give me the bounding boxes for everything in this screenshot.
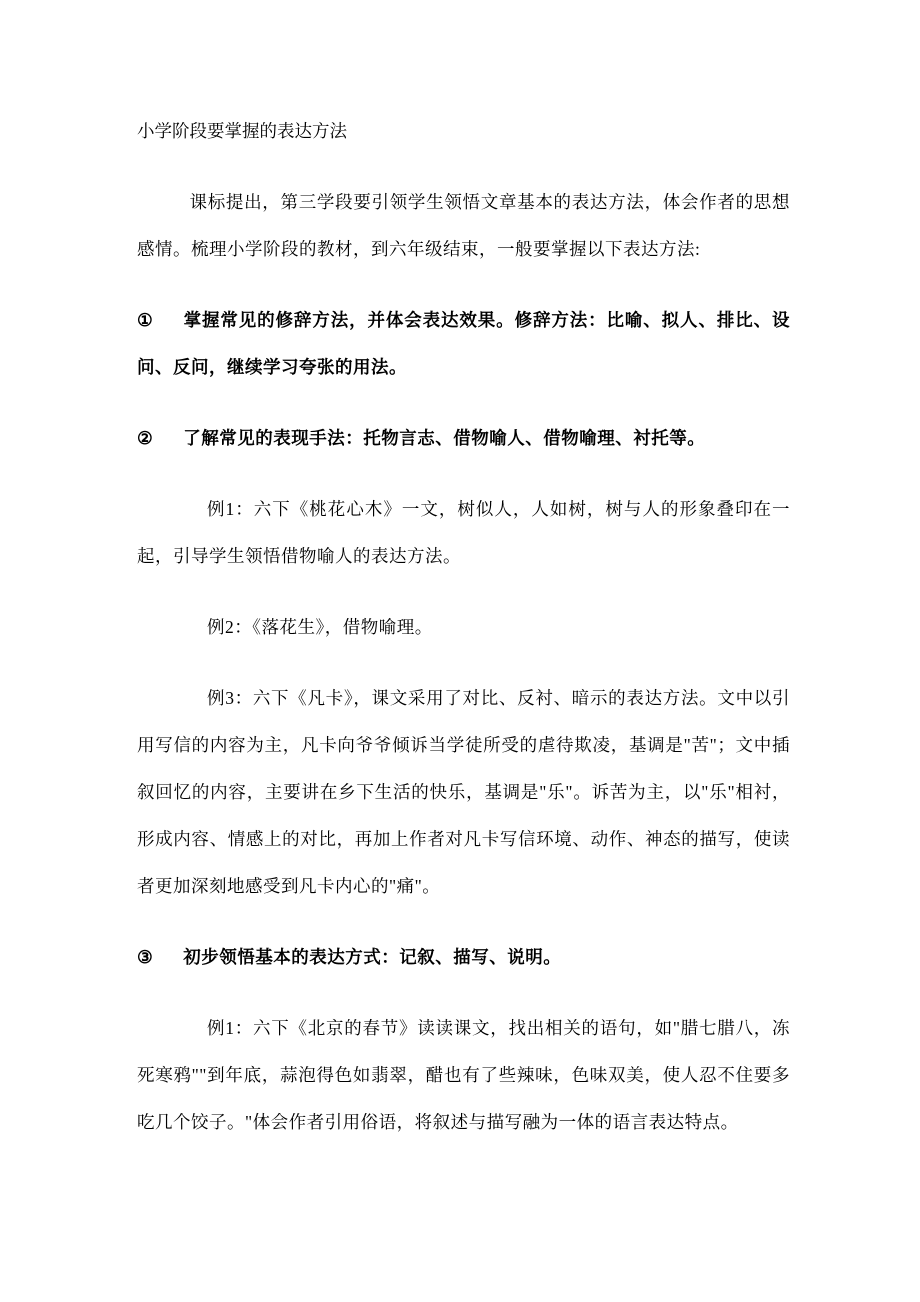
numbered-item-3-marker: ③ <box>137 947 154 967</box>
numbered-item-1-marker: ① <box>137 310 154 330</box>
example-paragraph-4: 例1：六下《北京的春节》读读课文，找出相关的语句，如"腊七腊八，冻死寒鸦""到年底，蒜泡得色如翡翠，醋也有了些辣味，色味双美，使人忍不住要多吃几个饺子。"体会作者引用俗语，将叙述与描写融为一体的语言表达特点。 <box>137 1018 790 1132</box>
numbered-item-2-text: 了解常见的表现手法：托物言志、借物喻人、借物喻理、衬托等。 <box>183 428 706 448</box>
numbered-item-3 <box>137 934 790 981</box>
example-paragraph-3: 例3：六下《凡卡》，课文采用了对比、反衬、暗示的表达方法。文中以引用写信的内容为主，凡卡向爷爷倾诉当学徒所受的虐待欺凌，基调是"苦"；文中插叙回忆的内容，主要讲在乡下生活的快乐，基调是"乐"。诉苦为主，以"乐"相衬，形成内容、情感上的对比，再加上作者对凡卡写信环境、动作、神态的描写，使读者更加深刻地感受到凡卡内心的"痛"。 <box>137 688 790 896</box>
numbered-item-3-text: 初步领悟基本的表达方式：记叙、描写、说明。 <box>183 947 562 967</box>
paragraph-intro: 课标提出，第三学段要引领学生领悟文章基本的表达方法，体会作者的思想感情。梳理小学阶段的教材，到六年级结束，一般要掌握以下表达方法: <box>137 192 790 259</box>
example-paragraph-2: 例2：《落花生》，借物喻理。 <box>207 617 433 637</box>
example-paragraph-1: 例1：六下《桃花心木》一文，树似人，人如树，树与人的形象叠印在一起，引导学生领悟借物喻人的表达方法。 <box>137 499 790 566</box>
numbered-item-2 <box>137 415 790 462</box>
numbered-item-1 <box>137 297 790 391</box>
numbered-item-1-text: 掌握常见的修辞方法，并体会表达效果。修辞方法：比喻、拟人、排比、设问、反问，继续学习夸张的用法。 <box>137 310 790 377</box>
document-title: 小学阶段要掌握的表达方法 <box>137 121 347 141</box>
numbered-item-2-marker: ② <box>137 428 154 448</box>
